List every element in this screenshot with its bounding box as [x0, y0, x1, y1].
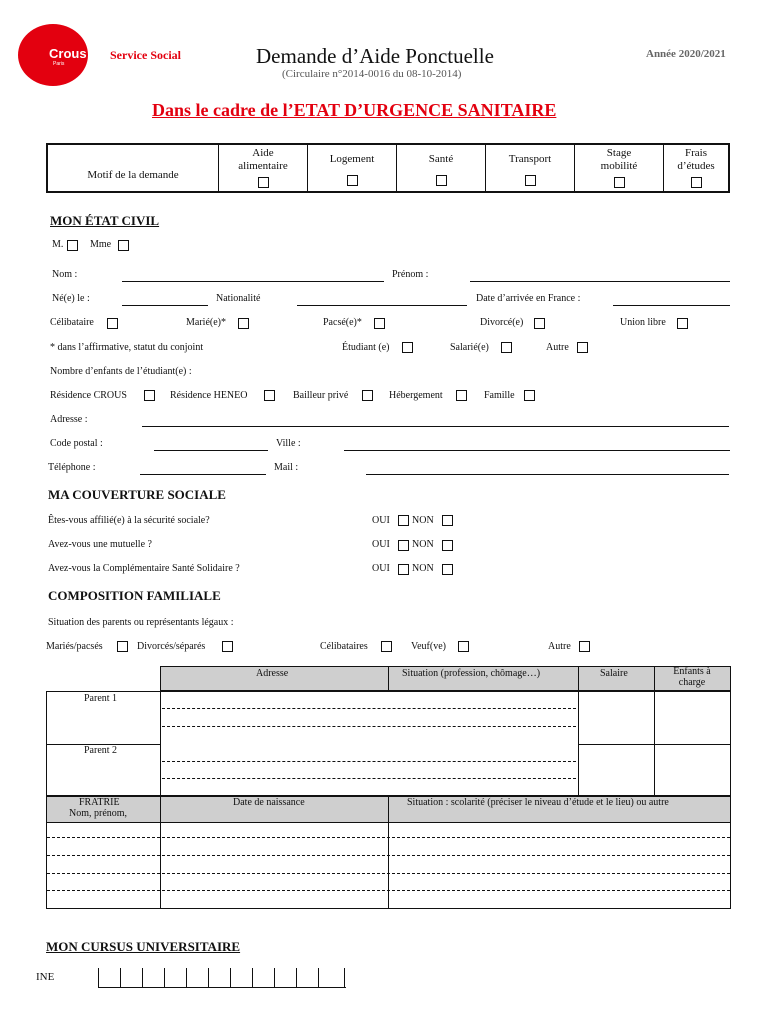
pacse-checkbox[interactable] — [374, 318, 385, 329]
col-divider — [654, 666, 655, 796]
q2-non-label: NON — [412, 539, 434, 550]
ville-field[interactable] — [344, 450, 730, 451]
salarie-checkbox[interactable] — [501, 342, 512, 353]
telephone-field[interactable] — [140, 474, 266, 475]
col-salaire: Salaire — [600, 668, 628, 679]
autre-parents-checkbox[interactable] — [579, 641, 590, 652]
divorces-checkbox[interactable] — [222, 641, 233, 652]
fratrie-line[interactable] — [47, 855, 730, 856]
adresse-field[interactable] — [142, 426, 729, 427]
crous-logo — [18, 24, 88, 86]
motif-table — [46, 143, 730, 193]
marie-checkbox[interactable] — [238, 318, 249, 329]
motif-checkbox[interactable] — [436, 175, 447, 186]
section-title-couverture: MA COUVERTURE SOCIALE — [48, 487, 226, 502]
parent1-line[interactable] — [162, 726, 576, 727]
motif-option-label: Transport — [508, 153, 552, 165]
year-label: Année 2020/2021 — [646, 48, 726, 60]
telephone-label: Téléphone : — [48, 462, 96, 473]
parent1-label: Parent 1 — [84, 693, 118, 704]
motif-checkbox[interactable] — [525, 175, 536, 186]
prenom-label: Prénom : — [392, 269, 429, 280]
fratrie-label: FRATRIE — [79, 797, 120, 808]
res-heneo-checkbox[interactable] — [264, 390, 275, 401]
motif-option[interactable] — [308, 144, 397, 192]
nom-label: Nom : — [52, 269, 78, 280]
q3-non-label: NON — [412, 563, 434, 574]
mail-field[interactable] — [366, 474, 729, 475]
pacse-label: Pacsé(e)* — [323, 317, 362, 328]
arrivee-field[interactable] — [613, 305, 730, 306]
fratrie-line[interactable] — [47, 837, 730, 838]
arrivee-label: Date d’arrivée en France : — [476, 293, 581, 304]
famille-checkbox[interactable] — [524, 390, 535, 401]
maries-label: Mariés/pacsés — [46, 641, 103, 652]
parent2-line[interactable] — [162, 778, 576, 779]
bailleur-label: Bailleur privé — [293, 390, 349, 401]
union-libre-checkbox[interactable] — [677, 318, 688, 329]
famille-label: Famille — [484, 390, 515, 401]
logo-text: Crous — [49, 46, 87, 61]
fratrie-table — [46, 796, 731, 909]
divorces-label: Divorcés/séparés — [137, 641, 206, 652]
union-libre-label: Union libre — [620, 317, 666, 328]
logo-sub: Paris — [53, 61, 65, 67]
motif-option-label: Frais d’études — [677, 147, 715, 172]
veuf-checkbox[interactable] — [458, 641, 469, 652]
marie-label: Marié(e)* — [186, 317, 226, 328]
col-adresse: Adresse — [256, 668, 289, 679]
nom-field[interactable] — [122, 281, 384, 282]
autre-parents-label: Autre — [548, 641, 571, 652]
etudiant-checkbox[interactable] — [402, 342, 413, 353]
celibataires-label: Célibataires — [320, 641, 368, 652]
situation-parents-label: Situation des parents ou représentants légaux : — [48, 617, 234, 628]
q3-oui-checkbox[interactable] — [398, 564, 409, 575]
autre-conjoint-label: Autre — [546, 342, 569, 353]
q2-oui-label: OUI — [372, 539, 390, 550]
service-label: Service Social — [110, 48, 181, 62]
q3-label: Avez-vous la Complémentaire Santé Solidaire ? — [48, 563, 240, 574]
motif-option[interactable] — [397, 144, 486, 192]
ville-label: Ville : — [276, 438, 301, 449]
motif-checkbox[interactable] — [614, 177, 625, 188]
section-title-cursus: MON CURSUS UNIVERSITAIRE — [46, 939, 241, 954]
q1-oui-checkbox[interactable] — [398, 515, 409, 526]
ne-le-label: Né(e) le : — [52, 293, 90, 304]
col-naissance: Date de naissance — [233, 797, 305, 808]
hebergement-checkbox[interactable] — [456, 390, 467, 401]
col-divider — [160, 666, 161, 796]
prenom-field[interactable] — [470, 281, 730, 282]
subtitle: Dans le cadre de l’ETAT D’URGENCE SANITAIRE — [152, 100, 557, 120]
m-checkbox[interactable] — [67, 240, 78, 251]
ne-le-field[interactable] — [122, 305, 208, 306]
hebergement-label: Hébergement — [389, 390, 443, 401]
col-divider — [388, 666, 389, 691]
q3-non-checkbox[interactable] — [442, 564, 453, 575]
res-crous-label: Résidence CROUS — [50, 390, 127, 401]
maries-checkbox[interactable] — [117, 641, 128, 652]
veuf-label: Veuf(ve) — [411, 641, 446, 652]
col-divider — [160, 797, 161, 908]
circulaire-text: (Circulaire n°2014-0016 du 08-10-2014) — [282, 68, 462, 80]
page-title: Demande d’Aide Ponctuelle — [256, 44, 494, 68]
parent2-line[interactable] — [162, 761, 576, 762]
motif-label: Motif de la demande — [47, 144, 219, 192]
motif-option-label: Stage mobilité — [600, 147, 638, 172]
motif-option[interactable] — [219, 144, 308, 192]
motif-option-label: Logement — [329, 153, 375, 165]
col-scolarite: Situation : scolarité (préciser le niveau d’étude et le lieu) ou autre — [407, 797, 669, 808]
col-situation: Situation (profession, chômage…) — [402, 668, 541, 679]
salarie-label: Salarié(e) — [450, 342, 489, 353]
motif-option-label: Aide alimentaire — [238, 147, 288, 172]
divorce-checkbox[interactable] — [534, 318, 545, 329]
q3-oui-label: OUI — [372, 563, 390, 574]
celibataires-checkbox[interactable] — [381, 641, 392, 652]
q1-non-label: NON — [412, 515, 434, 526]
q1-oui-label: OUI — [372, 515, 390, 526]
nationalite-field[interactable] — [297, 305, 467, 306]
celibataire-label: Célibataire — [50, 317, 94, 328]
motif-option-label: Santé — [428, 153, 454, 165]
divorce-label: Divorcé(e) — [480, 317, 524, 328]
fratrie-line[interactable] — [47, 873, 730, 874]
q2-non-checkbox[interactable] — [442, 540, 453, 551]
code-postal-label: Code postal : — [50, 438, 103, 449]
motif-checkbox[interactable] — [691, 177, 702, 188]
q1-non-checkbox[interactable] — [442, 515, 453, 526]
motif-checkbox[interactable] — [258, 177, 269, 188]
motif-option[interactable] — [664, 144, 730, 192]
q2-oui-checkbox[interactable] — [398, 540, 409, 551]
parent1-line[interactable] — [162, 708, 576, 709]
ine-field[interactable] — [98, 968, 346, 988]
fratrie-sub-label: Nom, prénom, — [69, 808, 128, 819]
nationalite-label: Nationalité — [216, 293, 261, 304]
col-divider — [578, 666, 579, 796]
res-heneo-label: Résidence HENEO — [170, 390, 248, 401]
motif-checkbox[interactable] — [347, 175, 358, 186]
motif-option[interactable] — [575, 144, 664, 192]
section-title-composition: COMPOSITION FAMILIALE — [48, 588, 221, 603]
q2-label: Avez-vous une mutuelle ? — [48, 539, 152, 550]
code-postal-field[interactable] — [154, 450, 268, 451]
mail-label: Mail : — [274, 462, 299, 473]
celibataire-checkbox[interactable] — [107, 318, 118, 329]
fratrie-line[interactable] — [47, 890, 730, 891]
affirmative-label: * dans l’affirmative, statut du conjoint — [50, 342, 204, 353]
motif-option[interactable] — [486, 144, 575, 192]
bailleur-checkbox[interactable] — [362, 390, 373, 401]
parents-table — [46, 666, 731, 796]
col-divider — [388, 797, 389, 908]
ine-label: INE — [36, 971, 55, 983]
m-label: M. — [52, 239, 64, 250]
autre-conjoint-checkbox[interactable] — [577, 342, 588, 353]
etudiant-label: Étudiant (e) — [342, 342, 390, 353]
mme-checkbox[interactable] — [118, 240, 129, 251]
q1-label: Êtes-vous affilié(e) à la sécurité sociale? — [48, 515, 210, 526]
col-enfants: Enfants à charge — [673, 666, 711, 688]
nb-enfants-label: Nombre d’enfants de l’étudiant(e) : — [50, 366, 192, 377]
parent2-label: Parent 2 — [84, 745, 118, 756]
mme-label: Mme — [90, 239, 112, 250]
section-title-etat-civil: MON ÉTAT CIVIL — [50, 213, 160, 228]
res-crous-checkbox[interactable] — [144, 390, 155, 401]
adresse-label: Adresse : — [50, 414, 88, 425]
